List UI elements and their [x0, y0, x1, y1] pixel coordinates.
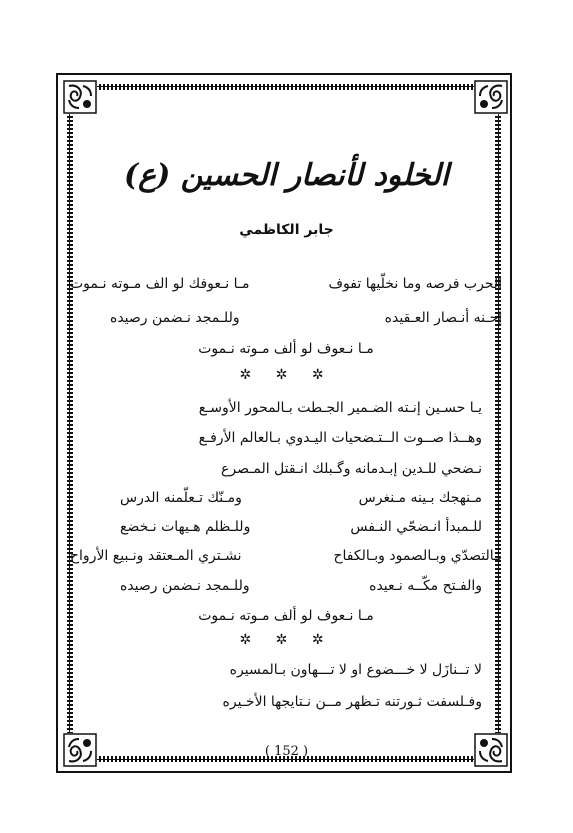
- verse-first-hemistich: للـمبدأ انـضحّي النـفس: [350, 519, 482, 535]
- verse-line: [70, 276, 502, 292]
- verse-line: لا تــنازَل لا خـــضوع او لا تـــهاون بـالمسيره: [229, 662, 482, 678]
- verse-line: وهــذا صــوت الــتـضحيات اليـدوي بـالعالم الأرفـع: [198, 430, 482, 446]
- verse-second-hemistich: نشـتري المـعتقد ونـبيع الأرواح: [70, 548, 242, 564]
- corner-ornament-icon: [63, 80, 97, 114]
- verse-second-hemistich: وللـمجد نـضمن رصيده: [110, 310, 240, 326]
- verse-line: [70, 548, 502, 564]
- verse-line: [70, 578, 502, 594]
- section-divider-stars: ✲ ✲ ✲: [239, 632, 334, 648]
- verse-second-hemistich: مـا نـعوفك لو الف مـوته نـموت: [70, 276, 250, 292]
- poem-author: جابر الكاظمي: [239, 222, 334, 238]
- verse-first-hemistich: والفـتح مكّــه نـعيده: [369, 578, 482, 594]
- verse-first-hemistich: إحـنه أنـصار العـقيده: [384, 310, 502, 326]
- refrain-line: مـا نـعوف لو ألف مـوته نـموت: [198, 341, 374, 357]
- verse-line: نـضحي للـدين إبـدمانه وگـبلك انـقتل المـصرع: [221, 461, 482, 477]
- refrain-line: مـا نـعوف لو ألف مـوته نـموت: [198, 608, 374, 624]
- verse-second-hemistich: وللـظلم هـيهات نـخضع: [120, 519, 251, 535]
- section-divider-stars: ✲ ✲ ✲: [239, 367, 334, 383]
- verse-first-hemistich: الحرب فرصه وما نخلّيها تفوف: [328, 276, 502, 292]
- page-number: ( 152 ): [264, 744, 309, 759]
- corner-ornament-icon: [474, 80, 508, 114]
- verse-line: [70, 310, 502, 326]
- verse-first-hemistich: بـالتصدّي وبـالصمود وبـالكفاح: [333, 548, 502, 564]
- poem-title: الخلود لأنصار الحسين (ع): [123, 158, 450, 193]
- verse-first-hemistich: مـنهجك بـينه مـنغرس: [358, 490, 482, 506]
- verse-line: وفـلسفت ثـورتنه تـظهر مــن نـتايجها الأخـيره: [222, 694, 482, 710]
- verse-second-hemistich: وللـمجد نـضمن رصيده: [120, 578, 250, 594]
- verse-line: [70, 519, 502, 535]
- verse-line: يـا حسـين إنـته الضـمير الجـطت بـالمحور الأوسـع: [198, 400, 482, 416]
- verse-second-hemistich: ومـنّك تـعلّمنه الدرس: [120, 490, 242, 506]
- verse-line: [70, 490, 502, 506]
